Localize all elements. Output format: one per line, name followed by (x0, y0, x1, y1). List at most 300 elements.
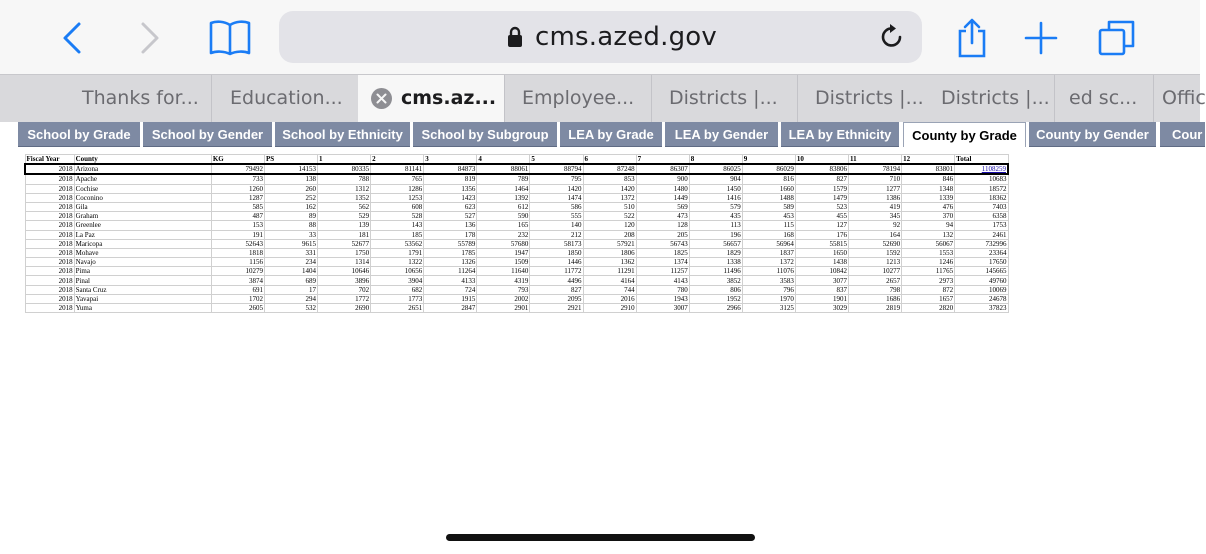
table-cell: 724 (424, 285, 477, 294)
table-cell: 52643 (211, 239, 264, 248)
table-cell: 2018 (25, 202, 74, 211)
table-cell: 191 (211, 230, 264, 239)
table-cell: 4496 (530, 276, 583, 285)
table-cell: 555 (530, 212, 583, 221)
table-row (25, 230, 1008, 239)
table-cell: Mohave (74, 248, 211, 257)
table-cell: 827 (530, 285, 583, 294)
table-cell: 586 (530, 202, 583, 211)
table-cell: 4133 (424, 276, 477, 285)
table-cell: Yuma (74, 304, 211, 313)
table-cell: 140 (530, 221, 583, 230)
lock-icon (507, 26, 523, 48)
table-cell: 3874 (211, 276, 264, 285)
table-cell: 81141 (371, 164, 424, 174)
table-cell: 10069 (955, 285, 1008, 294)
table-cell: 1464 (477, 184, 530, 193)
table-cell: 579 (689, 202, 742, 211)
table-cell: 1686 (848, 294, 901, 303)
table-cell: 793 (477, 285, 530, 294)
table-cell: 510 (583, 202, 636, 211)
column-header: 12 (902, 155, 955, 165)
table-cell: 6358 (955, 212, 1008, 221)
table-cell: 1326 (424, 258, 477, 267)
table-cell: 1850 (530, 248, 583, 257)
browser-tab[interactable] (211, 75, 358, 122)
table-cell: 1420 (583, 184, 636, 193)
table-row (25, 258, 1008, 267)
table-row (25, 304, 1008, 313)
close-tab-icon[interactable] (371, 88, 392, 109)
table-cell: 17650 (955, 258, 1008, 267)
table-cell: 608 (371, 202, 424, 211)
table-cell: 2651 (371, 304, 424, 313)
table-cell: 11772 (530, 267, 583, 276)
table-row (25, 285, 1008, 294)
table-row (25, 221, 1008, 230)
table-cell: 10279 (211, 267, 264, 276)
table-cell: 53562 (371, 239, 424, 248)
table-cell: 453 (742, 212, 795, 221)
column-header: 6 (583, 155, 636, 165)
table-cell: 1287 (211, 193, 264, 202)
table-cell: 2910 (583, 304, 636, 313)
table-cell: 234 (264, 258, 317, 267)
table-cell: 1338 (689, 258, 742, 267)
browser-tab[interactable] (504, 75, 651, 122)
table-cell: 522 (583, 212, 636, 221)
table-row (25, 248, 1008, 257)
table-cell: 94 (902, 221, 955, 230)
table-cell: 789 (477, 174, 530, 184)
nav-tab-lea-by-gender[interactable]: LEA by Gender (665, 122, 778, 147)
reload-icon[interactable] (879, 23, 905, 51)
forward-button[interactable] (128, 0, 172, 76)
table-cell: 138 (264, 174, 317, 184)
table-cell: 2018 (25, 221, 74, 230)
table-cell: 904 (689, 174, 742, 184)
table-cell: 765 (371, 174, 424, 184)
table-cell: 37823 (955, 304, 1008, 313)
table-cell: 2018 (25, 267, 74, 276)
table-cell: 120 (583, 221, 636, 230)
column-header: 4 (477, 155, 530, 165)
browser-tab-label: Education... (230, 87, 343, 109)
column-header: 8 (689, 155, 742, 165)
table-cell: 3904 (371, 276, 424, 285)
table-cell: 24678 (955, 294, 1008, 303)
table-cell: 4319 (477, 276, 530, 285)
column-header: 9 (742, 155, 795, 165)
browser-tab[interactable] (941, 75, 1054, 122)
table-cell: 1952 (689, 294, 742, 303)
table-cell: 1420 (530, 184, 583, 193)
bookmarks-button[interactable] (204, 0, 256, 76)
table-cell: Coconino (74, 193, 211, 202)
table-cell: 55815 (795, 239, 848, 248)
table-cell: 33 (264, 230, 317, 239)
table-cell: 176 (795, 230, 848, 239)
table-cell: 185 (371, 230, 424, 239)
table-cell: 1509 (477, 258, 530, 267)
table-cell: Graham (74, 212, 211, 221)
table-cell: 1423 (424, 193, 477, 202)
table-cell: 83806 (795, 164, 848, 174)
table-cell: 744 (583, 285, 636, 294)
table-cell: 795 (530, 174, 583, 184)
nav-tab-county-more[interactable]: Cour (1160, 122, 1205, 147)
table-cell: 10656 (371, 267, 424, 276)
table-body (25, 164, 1008, 313)
table-cell: 1314 (318, 258, 371, 267)
table-cell: 80335 (318, 164, 371, 174)
table-cell: 1657 (902, 294, 955, 303)
table-cell: 846 (902, 174, 955, 184)
table-cell: 11076 (742, 267, 795, 276)
table-cell: 168 (742, 230, 795, 239)
table-cell: 523 (795, 202, 848, 211)
table-cell: 837 (795, 285, 848, 294)
column-header: 3 (424, 155, 477, 165)
table-cell: Pima (74, 267, 211, 276)
browser-tab-strip (0, 74, 1206, 122)
table-cell: 528 (371, 212, 424, 221)
table-cell: 419 (848, 202, 901, 211)
table-cell: 689 (264, 276, 317, 285)
table-cell: 205 (636, 230, 689, 239)
table-header-row (25, 155, 1008, 165)
table-cell: 260 (264, 184, 317, 193)
table-cell: 2657 (848, 276, 901, 285)
table-cell: 2921 (530, 304, 583, 313)
table-cell: 476 (902, 202, 955, 211)
table-cell: 132 (902, 230, 955, 239)
table-cell: 1253 (371, 193, 424, 202)
table-cell: 1970 (742, 294, 795, 303)
table-cell: 127 (795, 221, 848, 230)
home-indicator (446, 534, 755, 541)
nav-tab-school-by-subgroup[interactable]: School by Subgroup (413, 122, 557, 147)
table-cell: 165 (477, 221, 530, 230)
browser-tab[interactable] (651, 75, 797, 122)
table-cell: 84873 (424, 164, 477, 174)
table-cell: Gila (74, 202, 211, 211)
table-cell: Maricopa (74, 239, 211, 248)
table-cell: 806 (689, 285, 742, 294)
browser-toolbar (0, 0, 1200, 76)
share-icon (955, 17, 989, 59)
table-cell: 682 (371, 285, 424, 294)
table-cell: 2018 (25, 184, 74, 193)
table-cell: 1650 (795, 248, 848, 257)
nav-tab-lea-by-grade[interactable]: LEA by Grade (560, 122, 662, 147)
table-cell: 89 (264, 212, 317, 221)
table-cell: 732996 (955, 239, 1008, 248)
column-header: 10 (795, 155, 848, 165)
table-cell: 702 (318, 285, 371, 294)
table-cell: 1312 (318, 184, 371, 193)
table-cell: 58173 (530, 239, 583, 248)
browser-tab-label: Employee... (522, 87, 635, 109)
table-cell: 529 (318, 212, 371, 221)
table-cell: 115 (742, 221, 795, 230)
table-cell: 136 (424, 221, 477, 230)
table-cell: 1356 (424, 184, 477, 193)
table-cell: 733 (211, 174, 264, 184)
table-cell: 86029 (742, 164, 795, 174)
table-cell: 87248 (583, 164, 636, 174)
browser-tab[interactable] (1153, 75, 1206, 122)
nav-tab-school-by-ethnicity[interactable]: School by Ethnicity (275, 122, 410, 147)
browser-tab-label: ed sc... (1069, 87, 1138, 109)
table-cell: 2018 (25, 304, 74, 313)
table-cell: 17 (264, 285, 317, 294)
address-bar[interactable] (279, 11, 922, 63)
table-cell: Navajo (74, 258, 211, 267)
table-cell: 1943 (636, 294, 689, 303)
column-header: 7 (636, 155, 689, 165)
column-header: 1 (318, 155, 371, 165)
table-cell: 181 (318, 230, 371, 239)
table-cell: 532 (264, 304, 317, 313)
table-cell: 11291 (583, 267, 636, 276)
table-cell: 1392 (477, 193, 530, 202)
table-cell: 1479 (795, 193, 848, 202)
table-cell: 83801 (902, 164, 955, 174)
table-cell: 1352 (318, 193, 371, 202)
table-cell: 2018 (25, 230, 74, 239)
table-cell: 1553 (902, 248, 955, 257)
table-cell: Apache (74, 174, 211, 184)
table-cell: Cochise (74, 184, 211, 193)
table-cell: 88794 (530, 164, 583, 174)
browser-tab-label: Districts |... (941, 87, 1050, 109)
table-cell (955, 164, 1008, 174)
browser-tab[interactable] (0, 75, 211, 122)
table-cell: 1246 (902, 258, 955, 267)
table-cell: 3583 (742, 276, 795, 285)
table-cell: 14153 (264, 164, 317, 174)
table-cell: 2973 (902, 276, 955, 285)
table-cell: 1806 (583, 248, 636, 257)
table-cell: 2018 (25, 258, 74, 267)
total-link[interactable]: 1108259 (981, 165, 1006, 174)
table-cell: 1773 (371, 294, 424, 303)
table-cell: 52677 (318, 239, 371, 248)
table-cell: 2820 (902, 304, 955, 313)
table-cell: 1449 (636, 193, 689, 202)
table-cell: 10277 (848, 267, 901, 276)
table-cell: 1592 (848, 248, 901, 257)
table-cell: 143 (371, 221, 424, 230)
table-cell: 1785 (424, 248, 477, 257)
table-cell: 11264 (424, 267, 477, 276)
table-row (25, 164, 1008, 174)
table-cell: 562 (318, 202, 371, 211)
table-cell: 1372 (742, 258, 795, 267)
table-cell: 585 (211, 202, 264, 211)
column-header: 11 (848, 155, 901, 165)
table-row (25, 276, 1008, 285)
table-cell: 455 (795, 212, 848, 221)
chevron-right-icon (139, 21, 161, 55)
table-cell: 3007 (636, 304, 689, 313)
table-cell: 18572 (955, 184, 1008, 193)
table-cell: 2018 (25, 193, 74, 202)
nav-tab-school-by-grade[interactable]: School by Grade (18, 122, 140, 147)
table-cell: 623 (424, 202, 477, 211)
table-cell: 2605 (211, 304, 264, 313)
back-button[interactable] (50, 0, 94, 76)
nav-tab-county-by-grade[interactable]: County by Grade (903, 122, 1026, 147)
table-cell: 78194 (848, 164, 901, 174)
table-cell: 1348 (902, 184, 955, 193)
table-cell: 1818 (211, 248, 264, 257)
table-cell: 56067 (902, 239, 955, 248)
table-cell: 88061 (477, 164, 530, 174)
table-cell: 1404 (264, 267, 317, 276)
table-cell: 3029 (795, 304, 848, 313)
table-cell: 113 (689, 221, 742, 230)
table-cell: 1915 (424, 294, 477, 303)
table-cell: 1579 (795, 184, 848, 193)
table-cell: 10683 (955, 174, 1008, 184)
table-cell: 1446 (530, 258, 583, 267)
table-cell: 11640 (477, 267, 530, 276)
url-text: cms.azed.gov (535, 22, 717, 52)
book-icon (208, 19, 252, 57)
table-cell: 1837 (742, 248, 795, 257)
table-cell: 612 (477, 202, 530, 211)
table-cell: 4143 (636, 276, 689, 285)
table-row (25, 294, 1008, 303)
table-cell: 569 (636, 202, 689, 211)
table-cell: 2901 (477, 304, 530, 313)
browser-tab[interactable] (797, 75, 941, 122)
table-cell: 589 (742, 202, 795, 211)
table-cell: 3125 (742, 304, 795, 313)
table-cell: 331 (264, 248, 317, 257)
browser-tab-label: Districts |... (669, 87, 778, 109)
table-cell: 1450 (689, 184, 742, 193)
new-tab-button[interactable] (1018, 0, 1064, 76)
table-cell: 128 (636, 221, 689, 230)
table-cell: 2016 (583, 294, 636, 303)
table-cell: 2018 (25, 276, 74, 285)
table-cell: 212 (530, 230, 583, 239)
table-cell: 796 (742, 285, 795, 294)
column-header: Total (955, 155, 1008, 165)
table-cell: Pinal (74, 276, 211, 285)
table-cell: 2018 (25, 248, 74, 257)
table-cell: 872 (902, 285, 955, 294)
table-cell: 435 (689, 212, 742, 221)
table-cell: 18362 (955, 193, 1008, 202)
table-cell: 1480 (636, 184, 689, 193)
table-cell: 3896 (318, 276, 371, 285)
table-cell: 49760 (955, 276, 1008, 285)
table-cell: 590 (477, 212, 530, 221)
table-cell: 819 (424, 174, 477, 184)
browser-tab-active[interactable] (358, 75, 504, 122)
nav-tab-lea-by-ethnicity[interactable]: LEA by Ethnicity (781, 122, 899, 147)
table-cell: 56964 (742, 239, 795, 248)
table-cell: 1260 (211, 184, 264, 193)
table-cell: 3077 (795, 276, 848, 285)
table-row (25, 193, 1008, 202)
table-cell: 145665 (955, 267, 1008, 276)
plus-icon (1024, 21, 1058, 55)
table-cell: 2095 (530, 294, 583, 303)
table-cell: 11496 (689, 267, 742, 276)
table-cell: 196 (689, 230, 742, 239)
table-cell: 691 (211, 285, 264, 294)
table-cell: 780 (636, 285, 689, 294)
table-cell: 1213 (848, 258, 901, 267)
nav-tab-county-by-gender[interactable]: County by Gender (1029, 122, 1156, 147)
column-header: County (74, 155, 211, 165)
table-cell: 1772 (318, 294, 371, 303)
table-cell: 56743 (636, 239, 689, 248)
show-tabs-button[interactable] (1094, 0, 1140, 76)
table-cell: 487 (211, 212, 264, 221)
table-cell: 3852 (689, 276, 742, 285)
table-cell: 57921 (583, 239, 636, 248)
browser-tab[interactable] (1054, 75, 1153, 122)
table-cell: 1702 (211, 294, 264, 303)
table-cell: 57680 (477, 239, 530, 248)
column-header: Fiscal Year (25, 155, 74, 165)
nav-tab-school-by-gender[interactable]: School by Gender (143, 122, 272, 147)
table-cell: 2018 (25, 285, 74, 294)
table-cell: Arizona (74, 164, 211, 174)
table-cell: 7403 (955, 202, 1008, 211)
table-cell: 1791 (371, 248, 424, 257)
table-cell: 1362 (583, 258, 636, 267)
table-cell: 345 (848, 212, 901, 221)
table-cell: 2966 (689, 304, 742, 313)
browser-tab-label: Thanks for... (82, 87, 199, 109)
table-cell: 232 (477, 230, 530, 239)
table-cell: 10646 (318, 267, 371, 276)
table-row (25, 202, 1008, 211)
table-cell: 2018 (25, 164, 74, 174)
table-cell: 2002 (477, 294, 530, 303)
table-cell: 52690 (848, 239, 901, 248)
table-cell: 370 (902, 212, 955, 221)
table-cell: 2461 (955, 230, 1008, 239)
table-cell: 153 (211, 221, 264, 230)
table-cell: 86307 (636, 164, 689, 174)
table-cell: 2018 (25, 212, 74, 221)
column-header: KG (211, 155, 264, 165)
table-cell: 1372 (583, 193, 636, 202)
table-cell: 1660 (742, 184, 795, 193)
table-row (25, 184, 1008, 193)
table-cell: 788 (318, 174, 371, 184)
table-cell: 56657 (689, 239, 742, 248)
table-row (25, 267, 1008, 276)
share-button[interactable] (950, 0, 994, 76)
table-cell: 1750 (318, 248, 371, 257)
table-cell: 527 (424, 212, 477, 221)
table-cell: 1339 (902, 193, 955, 202)
tabs-icon (1097, 18, 1137, 58)
column-header: 2 (371, 155, 424, 165)
table-cell: 10842 (795, 267, 848, 276)
table-cell: 2018 (25, 174, 74, 184)
table-cell: 1438 (795, 258, 848, 267)
